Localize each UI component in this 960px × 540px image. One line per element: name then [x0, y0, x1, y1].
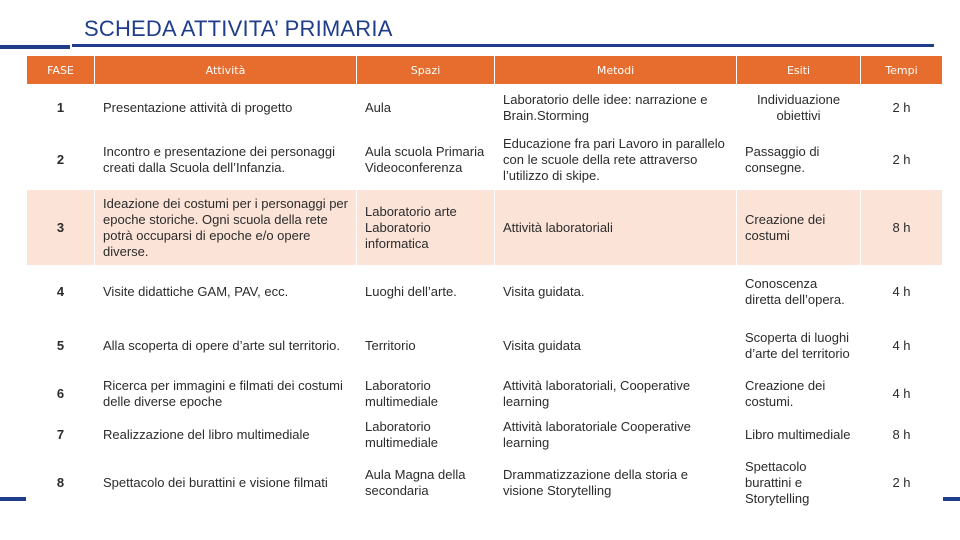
table-row	[27, 374, 943, 414]
spazi-cell: Aula Magna della secondaria	[357, 456, 495, 511]
table-row	[27, 456, 943, 511]
table-row	[27, 414, 943, 456]
spazi-cell: Laboratorio multimediale	[357, 414, 495, 456]
tempi-cell: 4 h	[861, 374, 943, 414]
tempi-cell: 2 h	[861, 85, 943, 131]
esiti-cell: Libro multimediale	[737, 414, 861, 456]
fase-cell: 1	[27, 85, 95, 131]
attivita-cell: Alla scoperta di opere d’arte sul territorio.	[95, 318, 357, 374]
tempi-cell: 2 h	[861, 131, 943, 190]
header-metodi: Metodi	[495, 56, 737, 85]
fase-cell: 4	[27, 266, 95, 318]
metodi-cell: Laboratorio delle idee: narrazione e Brain.Storming	[495, 85, 737, 131]
fase-cell: 3	[27, 190, 95, 266]
esiti-cell: Individuazione obiettivi	[737, 85, 861, 131]
table-row	[27, 266, 943, 318]
fase-cell: 5	[27, 318, 95, 374]
metodi-cell: Visita guidata.	[495, 266, 737, 318]
attivita-cell: Ideazione dei costumi per i personaggi per epoche storiche. Ogni scuola della rete potrà occuparsi di epoche e/o opere diverse.	[95, 190, 357, 266]
tempi-cell: 2 h	[861, 456, 943, 511]
metodi-cell: Educazione fra pari Lavoro in parallelo con le scuole della rete attraverso l’utilizzo di skipe.	[495, 131, 737, 190]
spazi-cell: Territorio	[357, 318, 495, 374]
spazi-cell: Aula	[357, 85, 495, 131]
attivita-cell: Ricerca per immagini e filmati dei costumi delle diverse epoche	[95, 374, 357, 414]
header-fase: FASE	[27, 56, 95, 85]
metodi-cell: Attività laboratoriale Cooperative learning	[495, 414, 737, 456]
spazi-cell: Luoghi dell’arte.	[357, 266, 495, 318]
fase-cell: 8	[27, 456, 95, 511]
table-row	[27, 85, 943, 131]
spazi-cell: Laboratorio multimediale	[357, 374, 495, 414]
fase-cell: 2	[27, 131, 95, 190]
attivita-cell: Visite didattiche GAM, PAV, ecc.	[95, 266, 357, 318]
header-spazi: Spazi	[357, 56, 495, 85]
metodi-cell: Visita guidata	[495, 318, 737, 374]
esiti-cell: Passaggio di consegne.	[737, 131, 861, 190]
esiti-cell: Scoperta di luoghi d’arte del territorio	[737, 318, 861, 374]
attivita-cell: Spettacolo dei burattini e visione filmati	[95, 456, 357, 511]
attivita-cell: Incontro e presentazione dei personaggi creati dalla Scuola dell’Infanzia.	[95, 131, 357, 190]
spazi-cell: Aula scuola Primaria Videoconferenza	[357, 131, 495, 190]
metodi-cell: Attività laboratoriali, Cooperative learning	[495, 374, 737, 414]
spazi-cell: Laboratorio arte Laboratorio informatica	[357, 190, 495, 266]
table-header-row	[27, 56, 943, 85]
title-underline	[72, 44, 934, 47]
metodi-cell: Attività laboratoriali	[495, 190, 737, 266]
table-row	[27, 318, 943, 374]
esiti-cell: Creazione dei costumi	[737, 190, 861, 266]
tempi-cell: 8 h	[861, 414, 943, 456]
esiti-cell: Conoscenza diretta dell’opera.	[737, 266, 861, 318]
attivita-cell: Realizzazione del libro multimediale	[95, 414, 357, 456]
activity-table	[26, 55, 943, 511]
page-title: SCHEDA ATTIVITA’ PRIMARIA	[84, 16, 393, 41]
metodi-cell: Drammatizzazione della storia e visione Storytelling	[495, 456, 737, 511]
fase-cell: 7	[27, 414, 95, 456]
header-esiti: Esiti	[737, 56, 861, 85]
fase-cell: 6	[27, 374, 95, 414]
tempi-cell: 4 h	[861, 318, 943, 374]
attivita-cell: Presentazione attività di progetto	[95, 85, 357, 131]
tempi-cell: 4 h	[861, 266, 943, 318]
tempi-cell: 8 h	[861, 190, 943, 266]
left-accent-bar-top	[0, 45, 70, 49]
esiti-cell: Spettacolo burattini e Storytelling	[737, 456, 861, 511]
table-row	[27, 190, 943, 266]
table-row	[27, 131, 943, 190]
esiti-cell: Creazione dei costumi.	[737, 374, 861, 414]
header-attivita: Attività	[95, 56, 357, 85]
header-tempi: Tempi	[861, 56, 943, 85]
